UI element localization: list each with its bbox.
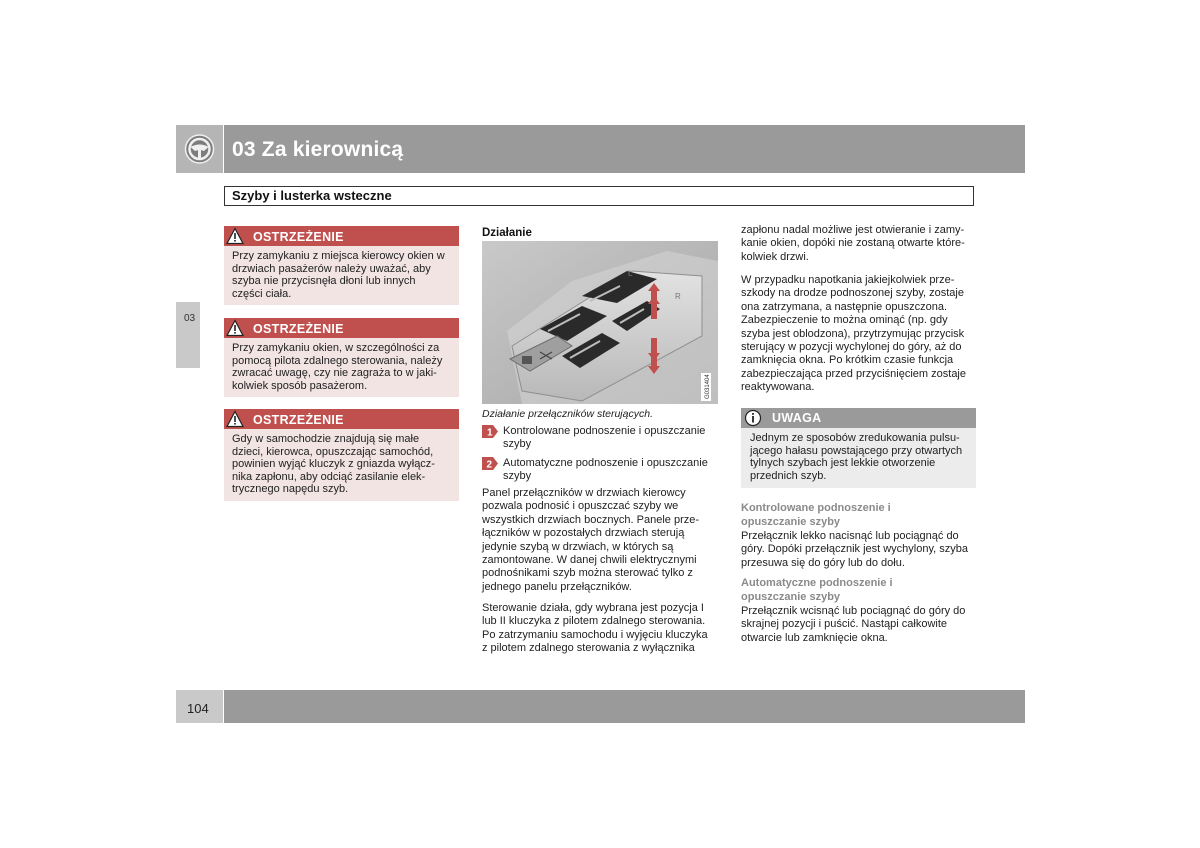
number-2-badge bbox=[482, 457, 498, 470]
paragraph: zapłonu nadal możliwe jest otwieranie i zamy- kanie okien, dopóki nie zostaną otwarte które- kolwiek drzwi. bbox=[741, 224, 965, 263]
section-heading: Działanie bbox=[482, 227, 532, 239]
warning-title: OSTRZEŻENIE bbox=[253, 413, 344, 427]
warning-triangle-icon bbox=[226, 410, 244, 428]
number-1-badge bbox=[482, 425, 498, 438]
chapter-side-tab-label: 03 bbox=[184, 313, 196, 324]
image-code: G031404 bbox=[705, 374, 711, 399]
paragraph: Przełącznik lekko nacisnąć lub pociągnąć do góry. Dopóki przełącznik jest wychylony, szyba przesuwa się do góry lub do dołu. bbox=[741, 530, 969, 569]
chapter-icon-box bbox=[176, 125, 223, 173]
warning-title: OSTRZEŻENIE bbox=[253, 322, 344, 336]
footer-bar bbox=[224, 690, 1025, 723]
steering-wheel-icon bbox=[176, 125, 223, 173]
warning-title: OSTRZEŻENIE bbox=[253, 230, 344, 244]
paragraph: Przełącznik wcisnąć lub pociągnąć do góry do skrajnej pozycji i puścić. Nastąpi całkowite otwarcie lub zamknięcie okna. bbox=[741, 605, 966, 644]
paragraph: W przypadku napotkania jakiejkolwiek prze- szkody na drodze podnoszonej szyby, zostaje ona zatrzymana, a następnie opuszczona. Zabezpieczenie to można ominąć (np. gdy szyba jest oblodzona), przytrzymując przycisk sterujący w pozycji wychylonej do góry, aż do zamknięcia okna. Po krótkim czasie funkcja zabezpieczająca przed przyciśnięciem zostaje reaktywowana. bbox=[741, 274, 966, 394]
warning-text: Przy zamykaniu okien, w szczególności za pomocą pilota zdalnego sterowania, należy zwracać uwagę, czy nie zagraża to w jaki- kolwiek sposób pasażerom. bbox=[232, 342, 443, 392]
paragraph: Panel przełączników w drzwiach kierowcy pozwala podnosić i opuszczać szyby we wszystkich drzwiach bocznych. Panele prze- łączników w pozostałych drzwiach sterują jedynie szybą w drzwiach, w których są zamontowane. W danej chwili elektrycznymi podnośnikami szyb można sterować tylko z jednego panelu przełączników. bbox=[482, 487, 700, 593]
subsection-heading: Kontrolowane podnoszenie i opuszczanie szyby bbox=[741, 502, 891, 528]
svg-text:2: 2 bbox=[486, 459, 493, 470]
image-caption: Działanie przełączników sterujących. bbox=[482, 408, 653, 420]
svg-text:R: R bbox=[675, 292, 681, 301]
chapter-title: 03 Za kierownicą bbox=[232, 138, 404, 161]
subsection-heading: Automatyczne podnoszenie i opuszczanie szyby bbox=[741, 577, 893, 603]
page-number: 104 bbox=[187, 701, 209, 716]
info-icon bbox=[744, 409, 762, 427]
svg-text:1: 1 bbox=[487, 427, 493, 438]
warning-triangle-icon bbox=[226, 319, 244, 337]
warning-text: Gdy w samochodzie znajdują się małe dzieci, kierowca, opuszczając samochód, powinien wyjąć kluczyk z gniazda wyłącz- nika zapłonu, aby odciąć zasilanie elek- trycznego napędu szyb. bbox=[232, 433, 435, 496]
note-title: UWAGA bbox=[772, 411, 822, 425]
list-item: Kontrolowane podnoszenie i opuszczanie szyby bbox=[503, 425, 706, 451]
window-switch-panel-image bbox=[482, 241, 718, 404]
list-item: Automatyczne podnoszenie i opuszczanie szyby bbox=[503, 457, 708, 483]
paragraph: Sterowanie działa, gdy wybrana jest pozycja I lub II kluczyka z pilotem zdalnego sterowania. Po zatrzymaniu samochodu i wyjęciu kluczyka z pilotem zdalnego sterowania z wyłącznika bbox=[482, 602, 708, 655]
chapter-side-tab bbox=[176, 302, 200, 368]
svg-text:L: L bbox=[628, 269, 633, 278]
warning-triangle-icon bbox=[226, 227, 244, 245]
section-title: Szyby i lusterka wsteczne bbox=[232, 188, 392, 203]
note-text: Jednym ze sposobów zredukowania pulsu- jącego hałasu powstającego przy otwartych tylnych szybach jest lekkie otworzenie przednich szyb. bbox=[750, 432, 963, 482]
warning-text: Przy zamykaniu z miejsca kierowcy okien w drzwiach pasażerów należy uważać, aby szyba nie przycisnęła dłoni lub innych części ciała. bbox=[232, 250, 445, 300]
